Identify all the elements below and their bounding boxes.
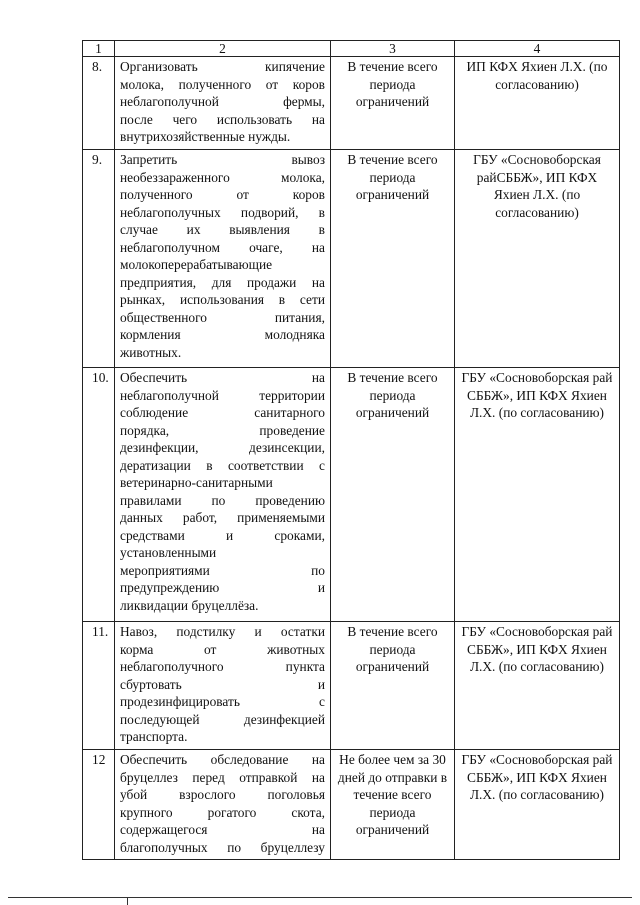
- header-cell-4: 4: [455, 41, 620, 57]
- action-line: правилами по проведению: [120, 492, 325, 508]
- action-line: неблагополучном очаге, на: [120, 239, 325, 255]
- action-line: ветеринарно-санитарными: [120, 475, 273, 490]
- action-line: общественного питания,: [120, 309, 325, 325]
- action-cell: [115, 622, 331, 750]
- action-line: Навоз, подстилку и остатки: [120, 624, 325, 639]
- action-line: после чего использовать на: [120, 111, 325, 127]
- table-row: [83, 368, 620, 622]
- action-line: неблагополучных подворий, в: [120, 204, 325, 220]
- action-cell: [115, 57, 331, 150]
- responsible-cell: ИП КФХ Яхиен Л.Х. (по согласованию): [455, 57, 620, 150]
- header-cell-1: 1: [83, 41, 115, 57]
- action-line: дезинфекции, дезинсекции,: [120, 440, 325, 455]
- responsible-cell: ГБУ «Сосновоборская рай СББЖ», ИП КФХ Яхиен Л.Х. (по согласованию): [455, 622, 620, 750]
- responsible-cell: ГБУ «Сосновоборская райСББЖ», ИП КФХ Яхиен Л.Х. (по согласованию): [455, 150, 620, 368]
- term-cell: В течение всего периода ограничений: [331, 368, 455, 622]
- action-line: молокоперерабатывающие: [120, 257, 273, 272]
- action-line-last: животных.: [120, 344, 182, 360]
- action-line: бруцеллез перед отправкой на: [120, 769, 325, 785]
- table-row: [83, 750, 620, 860]
- row-number: 12: [83, 750, 115, 860]
- action-line: молока, полученного от коров: [120, 76, 325, 92]
- action-line: рынках, использования в сети: [120, 292, 325, 307]
- row-number: 9.: [83, 150, 115, 368]
- action-line: продезинфицировать с: [120, 694, 325, 709]
- action-line: порядка, проведение: [120, 422, 325, 438]
- row-number: 8.: [83, 57, 115, 150]
- row-number: 10.: [83, 368, 115, 622]
- action-line: установленными: [120, 545, 217, 560]
- action-line: случае их выявления в: [120, 222, 325, 237]
- measures-table: [82, 40, 620, 860]
- action-line: Обеспечить на: [120, 370, 325, 385]
- action-line: данных работ, применяемыми: [120, 510, 325, 525]
- action-line: благополучных по бруцеллезу: [120, 839, 325, 855]
- action-line: средствами и сроками,: [120, 527, 325, 543]
- action-line: неблагополучного пункта: [120, 659, 325, 674]
- header-cell-2: 2: [115, 41, 331, 57]
- action-line: соблюдение санитарного: [120, 405, 325, 420]
- action-line: Запретить вывоз: [120, 152, 325, 167]
- table-row: [83, 57, 620, 150]
- term-cell: В течение всего периода ограничений: [331, 57, 455, 150]
- action-cell: [115, 750, 331, 860]
- action-line: предупреждению и: [120, 580, 325, 595]
- footer-rule: [8, 897, 632, 898]
- row-number: 11.: [83, 622, 115, 750]
- action-line: последующей дезинфекцией: [120, 711, 325, 727]
- action-line: крупного рогатого скота,: [120, 804, 325, 820]
- action-line: Обеспечить обследование на: [120, 752, 325, 767]
- table-row: [83, 622, 620, 750]
- action-line: сбуртовать и: [120, 676, 325, 692]
- term-cell: Не более чем за 30 дней до отправки в течение всего периода ограничений: [331, 750, 455, 860]
- action-line: необеззараженного молока,: [120, 169, 325, 185]
- header-row: [83, 41, 620, 57]
- action-line: неблагополучной фермы,: [120, 94, 325, 109]
- action-line-last: ликвидации бруцеллёза.: [120, 597, 259, 613]
- action-line: мероприятиями по: [120, 562, 325, 578]
- responsible-cell: ГБУ «Сосновоборская рай СББЖ», ИП КФХ Яхиен Л.Х. (по согласованию): [455, 750, 620, 860]
- responsible-cell: ГБУ «Сосновоборская рай СББЖ», ИП КФХ Яхиен Л.Х. (по согласованию): [455, 368, 620, 622]
- action-line: дератизации в соответствии с: [120, 457, 325, 473]
- action-line: предприятия, для продажи на: [120, 274, 325, 290]
- action-line: полученного от коров: [120, 187, 325, 202]
- action-line: Организовать кипячение: [120, 59, 325, 74]
- term-cell: В течение всего периода ограничений: [331, 150, 455, 368]
- table-row: [83, 150, 620, 368]
- footer-rule-tick: [127, 897, 128, 905]
- action-line: содержащегося на: [120, 822, 325, 837]
- action-cell: [115, 150, 331, 368]
- action-line-last: транспорта.: [120, 729, 188, 744]
- action-line: неблагополучной территории: [120, 387, 325, 403]
- header-cell-3: 3: [331, 41, 455, 57]
- action-cell: [115, 368, 331, 622]
- action-line-last: внутрихозяйственные нужды.: [120, 129, 291, 144]
- action-line: убой взрослого поголовья: [120, 787, 325, 802]
- action-line: кормления молодняка: [120, 327, 325, 342]
- action-line: корма от животных: [120, 641, 325, 657]
- term-cell: В течение всего периода ограничений: [331, 622, 455, 750]
